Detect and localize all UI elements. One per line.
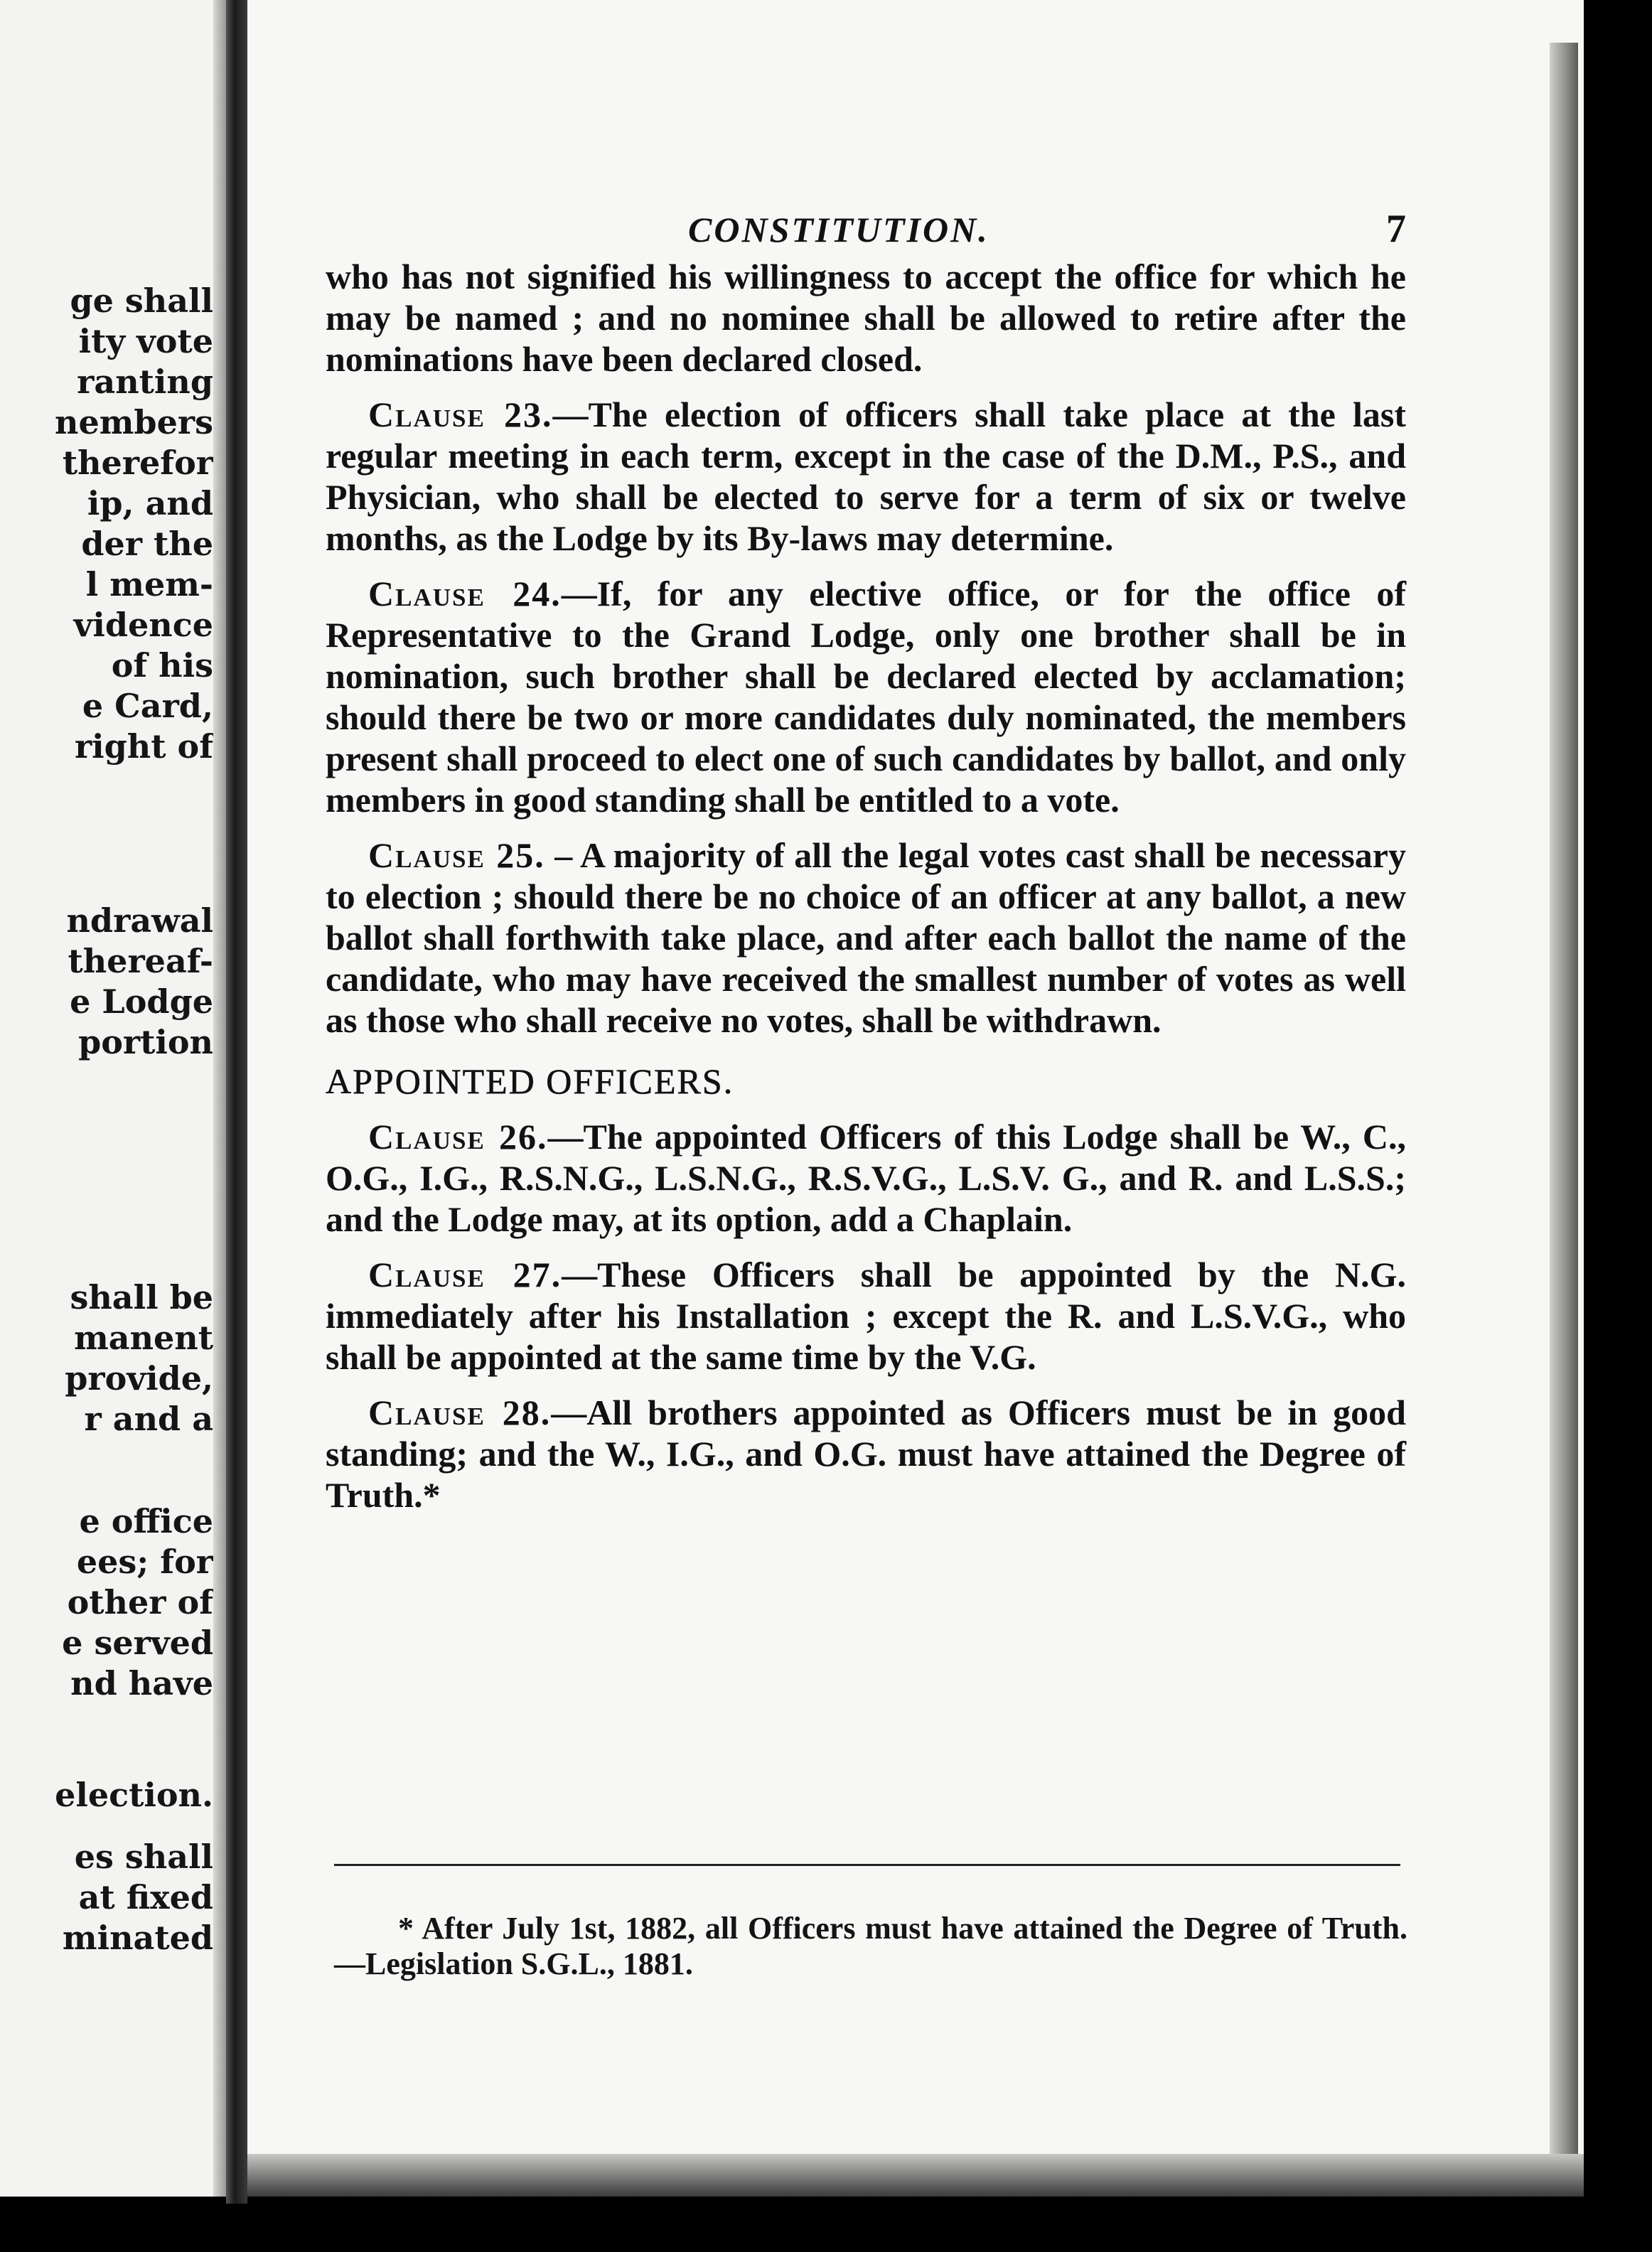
left-page-line-fragment: nembers	[55, 403, 213, 441]
left-page-line-fragment: es shall	[74, 1838, 213, 1876]
left-page-line-fragment: l mem-	[85, 565, 213, 604]
clause-28	[326, 1392, 1406, 1516]
clause-25	[326, 835, 1406, 1041]
clause-26-text: —The appointed Officers of this Lodge shall be W., C., O.G., I.G., R.S.N.G., L.S.N.G., R.S.V.G., L.S.V. G., and R. and L.S.S.; and the Lodge may, at its option, add a Chaplain.	[326, 1117, 1406, 1239]
running-head	[326, 192, 1406, 256]
left-page-line-fragment: at fixed	[78, 1878, 213, 1916]
clause-23-text: —The election of officers shall take place at the last regular meeting in each term, except in the case of the D.M., P.S., and Physician, who shall be elected to serve for a term of six or twelve months, as the Lodge by its By-laws may determine.	[326, 395, 1406, 558]
left-page-text-fragments	[0, 0, 213, 2197]
clause-26-label: Clause 26.	[368, 1117, 548, 1157]
section-heading: APPOINTED OFFICERS.	[326, 1061, 734, 1101]
left-page-line-fragment: portion	[78, 1023, 213, 1061]
left-page-line-fragment: e Lodge	[70, 982, 213, 1021]
clause-28-label: Clause 28.	[368, 1393, 552, 1432]
left-page-line-fragment: ranting	[77, 363, 213, 401]
left-page-line-fragment: thereaf-	[68, 942, 213, 980]
clause-24-label: Clause 24.	[368, 574, 562, 613]
book-gutter	[226, 0, 247, 2204]
clause-26	[326, 1116, 1406, 1240]
left-page-line-fragment: e office	[79, 1502, 213, 1540]
clause-27-text: —These Officers shall be appointed by the N.G. immediately after his Installation ; except the R. and L.S.V.G., who shall be appointed at the same time by the V.G.	[326, 1255, 1406, 1377]
continuation-paragraph: who has not signified his willingness to accept the office for which he may be named ; and no nominee shall be allowed to retire after the nominations have been declared closed.	[326, 257, 1406, 379]
clause-27-label: Clause 27.	[368, 1255, 562, 1294]
left-page-line-fragment: provide,	[65, 1359, 213, 1398]
page-text-block	[326, 192, 1406, 1516]
footnote: * After July 1st, 1882, all Officers must have attained the Degree of Truth.—Legislation S.G.L., 1881.	[334, 1911, 1407, 1981]
left-page-line-fragment: nd have	[70, 1664, 213, 1703]
clause-23	[326, 394, 1406, 559]
clause-24-text: —If, for any elective office, or for the office of Representative to the Grand Lodge, only one brother shall be in nomination, such brother shall be declared elected by acclamation; should there be two or more candidates duly nominated, the members present shall proceed to elect one of such candidates by ballot, and only members in good standing shall be entitled to a vote.	[326, 574, 1406, 820]
left-page-line-fragment: r and a	[84, 1400, 213, 1438]
left-page-line-fragment: der the	[81, 525, 213, 563]
left-page-line-fragment: vidence	[73, 606, 213, 644]
running-head-title: CONSTITUTION.	[688, 210, 989, 250]
footnote-rule	[334, 1864, 1400, 1866]
clause-27	[326, 1254, 1406, 1378]
clause-23-label: Clause 23.	[368, 395, 553, 434]
clause-28-text: —All brothers appointed as Officers must be in good standing; and the W., I.G., and O.G. must have attained the Degree of Truth.*	[326, 1393, 1406, 1515]
left-page-line-fragment: shall be	[70, 1278, 213, 1317]
left-page-line-fragment: ity vote	[78, 322, 213, 360]
left-page-line-fragment: ge shall	[70, 282, 213, 320]
left-page-line-fragment: election.	[55, 1776, 213, 1814]
left-page-line-fragment: minated	[62, 1919, 213, 1957]
right-page-edge	[1550, 43, 1578, 2175]
left-page-line-fragment: e served	[62, 1624, 213, 1662]
left-page-line-fragment: manent	[74, 1319, 213, 1357]
left-page-line-fragment: ees; for	[76, 1543, 213, 1581]
clause-24	[326, 573, 1406, 820]
clause-25-text: – A majority of all the legal votes cast shall be necessary to election ; should there be no choice of an officer at any ballot, a new ballot shall forthwith take place, and after each ballot the name of the candidate, who may have received the smallest number of votes as well as those who shall receive no votes, shall be withdrawn.	[326, 835, 1406, 1040]
left-facing-page	[0, 0, 226, 2197]
left-page-line-fragment: other of	[67, 1583, 213, 1621]
left-page-line-fragment: ndrawal	[66, 901, 213, 940]
left-page-line-fragment: of his	[111, 646, 213, 685]
left-page-line-fragment: therefor	[62, 444, 213, 482]
left-page-line-fragment: ip, and	[87, 484, 213, 522]
bottom-page-shadow	[247, 2154, 1584, 2197]
clause-25-label: Clause 25.	[368, 835, 545, 875]
page-number: 7	[1386, 207, 1406, 251]
left-page-line-fragment: right of	[74, 727, 213, 766]
left-page-line-fragment: e Card,	[82, 687, 213, 725]
